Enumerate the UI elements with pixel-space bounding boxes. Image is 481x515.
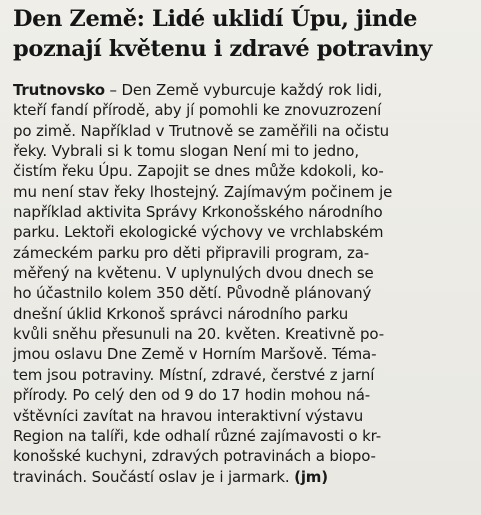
body-line: parku. Lektoři ekologické výchovy ve vrchlabském [13, 223, 384, 242]
body-line: řeky. Vybrali si k tomu slogan Není mi to jedno, [13, 142, 359, 161]
body-line: mu není stav řeky lhostejný. Zajímavým počinem je [13, 182, 393, 201]
body-line: například aktivita Správy Krkonošského národního [13, 203, 383, 222]
body-line: tem jsou potraviny. Místní, zdravé, čerstvé z jarní [13, 365, 375, 384]
body-line: Region na talíři, kde odhalí různé zajímavosti o kr- [13, 426, 381, 445]
body-line: kteří fandí přírodě, aby jí pomohli ke znovuzrození [13, 101, 382, 120]
body-line-text: travinách. Součástí oslav je i jarmark. [13, 467, 295, 486]
body-line: dnešní úklid Krkonoš správci národního parku [13, 304, 349, 323]
article-headline [13, 4, 471, 64]
body-line: čistím řeku Úpu. Zapojit se dnes může kdokoli, ko- [13, 162, 384, 181]
body-line [13, 467, 471, 487]
body-line: jmou oslavu Dne Země v Horním Maršově. Téma- [13, 345, 377, 364]
body-line: zámeckém parku pro děti připravili program, za- [13, 243, 370, 262]
headline-line: poznají květenu i zdravé potraviny [13, 36, 432, 62]
body-line [13, 80, 471, 100]
body-line: přírody. Po celý den od 9 do 17 hodin mohou ná- [13, 386, 370, 405]
body-line: kvůli sněhu přesunuli na 20. květen. Kreativně po- [13, 325, 384, 344]
body-line: po zimě. Například v Trutnově se zaměřili na očistu [13, 121, 389, 140]
article-body [13, 80, 471, 487]
body-line: ho účastnilo kolem 350 dětí. Původně plánovaný [13, 284, 372, 303]
body-line: měřený na květenu. V uplynulých dvou dnech se [13, 264, 374, 283]
headline-line: Den Země: Lidé uklidí Úpu, jinde [13, 6, 418, 32]
article-dateline: Trutnovsko [13, 81, 105, 99]
body-line: vštěvníci zavítat na hravou interaktivní výstavu [13, 406, 364, 425]
body-line-text: – Den Země vyburcuje každý rok lidi, [104, 81, 383, 99]
author-signature: (jm) [294, 467, 328, 486]
body-line: konošské kuchyni, zdravých potravinách a biopo- [13, 447, 376, 466]
